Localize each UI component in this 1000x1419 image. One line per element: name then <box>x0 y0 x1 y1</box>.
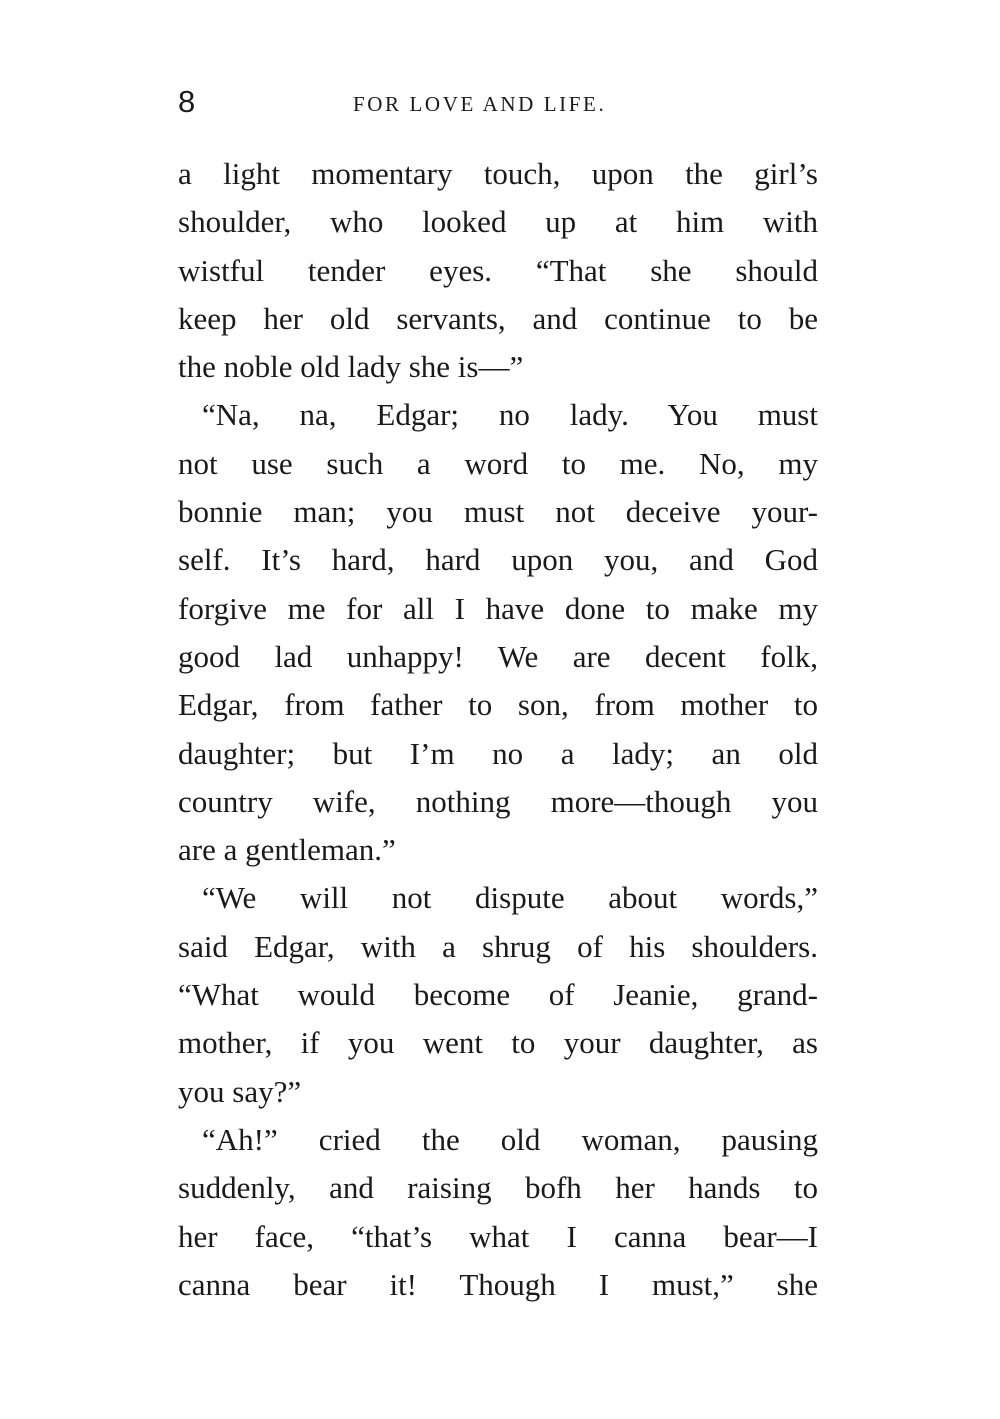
running-title: FOR LOVE AND LIFE. <box>353 92 607 116</box>
text-line: self. It’s hard, hard upon you, and God <box>178 542 818 578</box>
text-line: country wife, nothing more—though you <box>178 783 818 819</box>
text-line: forgive me for all I have done to make my <box>178 590 818 626</box>
body-text <box>178 150 818 1309</box>
text-line: canna bear it! Though I must,” she <box>178 1266 818 1302</box>
text-line: you say?” <box>178 1073 302 1109</box>
text-line: “Na, na, Edgar; no lady. You must <box>202 397 818 433</box>
text-line: keep her old servants, and continue to be <box>178 300 818 336</box>
text-line: “Ah!” cried the old woman, pausing <box>202 1121 818 1157</box>
text-line: the noble old lady she is—” <box>178 349 524 385</box>
text-line: mother, if you went to your daughter, as <box>178 1025 818 1061</box>
text-line: are a gentleman.” <box>178 832 396 868</box>
text-line: “What would become of Jeanie, grand- <box>178 977 818 1013</box>
text-line: wistful tender eyes. “That she should <box>178 252 818 288</box>
text-line: Edgar, from father to son, from mother to <box>178 687 818 723</box>
page-number: 8 <box>178 84 196 119</box>
text-line: her face, “that’s what I canna bear—I <box>178 1218 818 1254</box>
text-line: said Edgar, with a shrug of his shoulders. <box>178 928 818 964</box>
text-line: bonnie man; you must not deceive your- <box>178 494 818 530</box>
text-line: daughter; but I’m no a lady; an old <box>178 735 818 771</box>
text-line: suddenly, and raising bofh her hands to <box>178 1170 818 1206</box>
text-line: shoulder, who looked up at him with <box>178 204 818 240</box>
text-line: good lad unhappy! We are decent folk, <box>178 638 818 674</box>
running-head <box>178 82 818 122</box>
text-line: a light momentary touch, upon the girl’s <box>178 156 818 191</box>
text-line: not use such a word to me. No, my <box>178 445 818 481</box>
text-line: “We will not dispute about words,” <box>202 880 818 916</box>
